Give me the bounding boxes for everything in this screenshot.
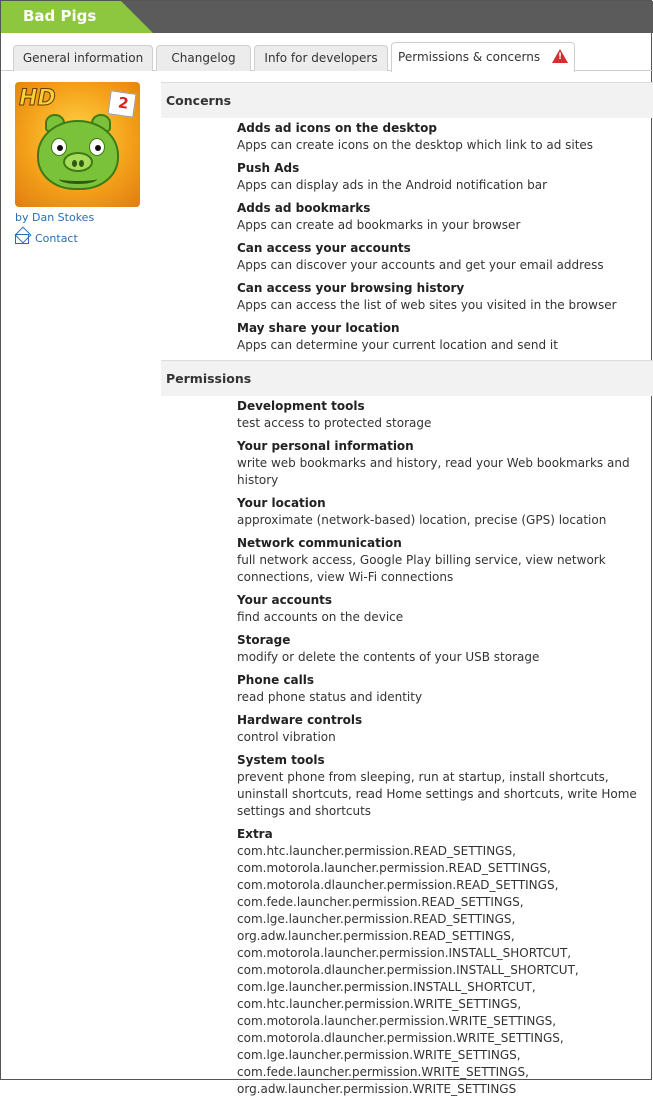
app-icon	[15, 82, 140, 207]
concern-desc: Apps can discover your accounts and get your email address	[237, 258, 604, 272]
extra-permission-line: com.fede.launcher.permission.WRITE_SETTINGS,	[237, 1065, 529, 1079]
pig-mouth-icon	[59, 174, 97, 184]
concern-desc: Apps can access the list of web sites you visited in the browser	[237, 298, 617, 312]
permission-item	[237, 398, 653, 432]
extra-permission-line: com.motorola.launcher.permission.WRITE_SETTINGS,	[237, 1014, 557, 1028]
concern-title: Push Ads	[237, 161, 300, 175]
title-bar	[1, 1, 653, 33]
tab-info-for-developers[interactable]	[254, 45, 388, 71]
pig-eye-icon	[51, 138, 67, 156]
permission-desc: find accounts on the device	[237, 610, 404, 624]
app-title: Bad Pigs	[23, 7, 97, 25]
extra-permission-line: com.motorola.launcher.permission.READ_SETTINGS,	[237, 861, 551, 875]
tab-label: Info for developers	[264, 51, 378, 65]
extra-permission-line: com.fede.launcher.permission.READ_SETTINGS,	[237, 895, 524, 909]
permission-desc: approximate (network-based) location, precise (GPS) location	[237, 513, 607, 527]
extra-permission-line: com.motorola.dlauncher.permission.WRITE_SETTINGS,	[237, 1031, 564, 1045]
permission-item	[237, 752, 653, 820]
permission-title: Hardware controls	[237, 713, 363, 727]
permission-title: Storage	[237, 633, 291, 647]
author-link[interactable]: by Dan Stokes	[15, 211, 95, 224]
permission-item	[237, 592, 653, 626]
mail-icon	[15, 234, 29, 244]
permission-desc: test access to protected storage	[237, 416, 432, 430]
permission-title: Your location	[237, 496, 326, 510]
permissions-list	[161, 396, 653, 1098]
concern-item	[237, 160, 653, 194]
permission-item	[237, 438, 653, 489]
concern-desc: Apps can create icons on the desktop which link to ad sites	[237, 138, 594, 152]
main-content	[161, 82, 653, 1104]
pig-snout-icon	[63, 152, 93, 172]
concern-item	[237, 320, 653, 354]
tab-bar	[1, 33, 653, 71]
permission-extra	[237, 826, 653, 1098]
sidebar	[15, 82, 145, 245]
concern-item	[237, 280, 653, 314]
warning-icon	[552, 49, 568, 63]
permissions-header: Permissions	[161, 360, 653, 396]
permission-desc: full network access, Google Play billing service, view network connections, view Wi-Fi connections	[237, 553, 606, 584]
extra-permission-line: com.motorola.launcher.permission.INSTALL_SHORTCUT,	[237, 946, 572, 960]
extra-permission-line: com.lge.launcher.permission.READ_SETTINGS,	[237, 912, 516, 926]
hd-badge: HD	[19, 86, 56, 111]
extra-permission-line: com.htc.launcher.permission.WRITE_SETTINGS,	[237, 997, 522, 1011]
permission-item	[237, 712, 653, 746]
tab-permissions-concerns[interactable]	[391, 42, 575, 72]
extra-permission-line: com.motorola.dlauncher.permission.READ_SETTINGS,	[237, 878, 559, 892]
contact-link[interactable]	[15, 232, 145, 245]
permission-item	[237, 535, 653, 586]
tab-label: General information	[22, 51, 144, 65]
extra-permission-line: org.adw.launcher.permission.READ_SETTINGS,	[237, 929, 515, 943]
extra-permission-line: com.htc.launcher.permission.READ_SETTINGS,	[237, 844, 516, 858]
permission-title: Phone calls	[237, 673, 315, 687]
concern-desc: Apps can determine your current location and send it	[237, 338, 558, 352]
permission-desc: prevent phone from sleeping, run at startup, install shortcuts, uninstall shortcuts, read Home settings and shortcuts, write Home settings and shortcuts	[237, 770, 637, 818]
permission-title: System tools	[237, 753, 325, 767]
concern-desc: Apps can display ads in the Android notification bar	[237, 178, 548, 192]
extra-permission-line: com.motorola.dlauncher.permission.INSTALL_SHORTCUT,	[237, 963, 579, 977]
concern-item	[237, 240, 653, 274]
contact-label: Contact	[35, 232, 78, 245]
extra-permission-line: com.lge.launcher.permission.INSTALL_SHORTCUT,	[237, 980, 536, 994]
concern-title: Adds ad icons on the desktop	[237, 121, 437, 135]
pig-eye-icon	[89, 138, 105, 156]
concern-title: Can access your browsing history	[237, 281, 465, 295]
concern-item	[237, 200, 653, 234]
permission-title: Your accounts	[237, 593, 333, 607]
flag-icon	[107, 90, 136, 117]
permission-item	[237, 672, 653, 706]
permission-title: Network communication	[237, 536, 402, 550]
permission-desc: control vibration	[237, 730, 336, 744]
permission-desc: write web bookmarks and history, read your Web bookmarks and history	[237, 456, 630, 487]
permission-title: Your personal information	[237, 439, 414, 453]
permission-title: Development tools	[237, 399, 365, 413]
tab-label: Changelog	[171, 51, 236, 65]
extra-permission-line: com.lge.launcher.permission.WRITE_SETTINGS,	[237, 1048, 521, 1062]
extra-permission-line: org.adw.launcher.permission.WRITE_SETTINGS	[237, 1082, 517, 1096]
concern-title: May share your location	[237, 321, 400, 335]
tab-label: Permissions & concerns	[398, 50, 541, 64]
permission-item	[237, 632, 653, 666]
concerns-list	[161, 118, 653, 354]
tab-changelog[interactable]	[156, 45, 251, 71]
concern-desc: Apps can create ad bookmarks in your browser	[237, 218, 521, 232]
permission-desc: read phone status and identity	[237, 690, 423, 704]
concern-item	[237, 120, 653, 154]
tab-general-information[interactable]	[13, 45, 153, 71]
extra-permission-list	[237, 843, 653, 1098]
concerns-header: Concerns	[161, 82, 653, 118]
concern-title: Adds ad bookmarks	[237, 201, 371, 215]
permission-title: Extra	[237, 827, 273, 841]
permission-item	[237, 495, 653, 529]
concern-title: Can access your accounts	[237, 241, 411, 255]
permission-desc: modify or delete the contents of your USB storage	[237, 650, 540, 664]
